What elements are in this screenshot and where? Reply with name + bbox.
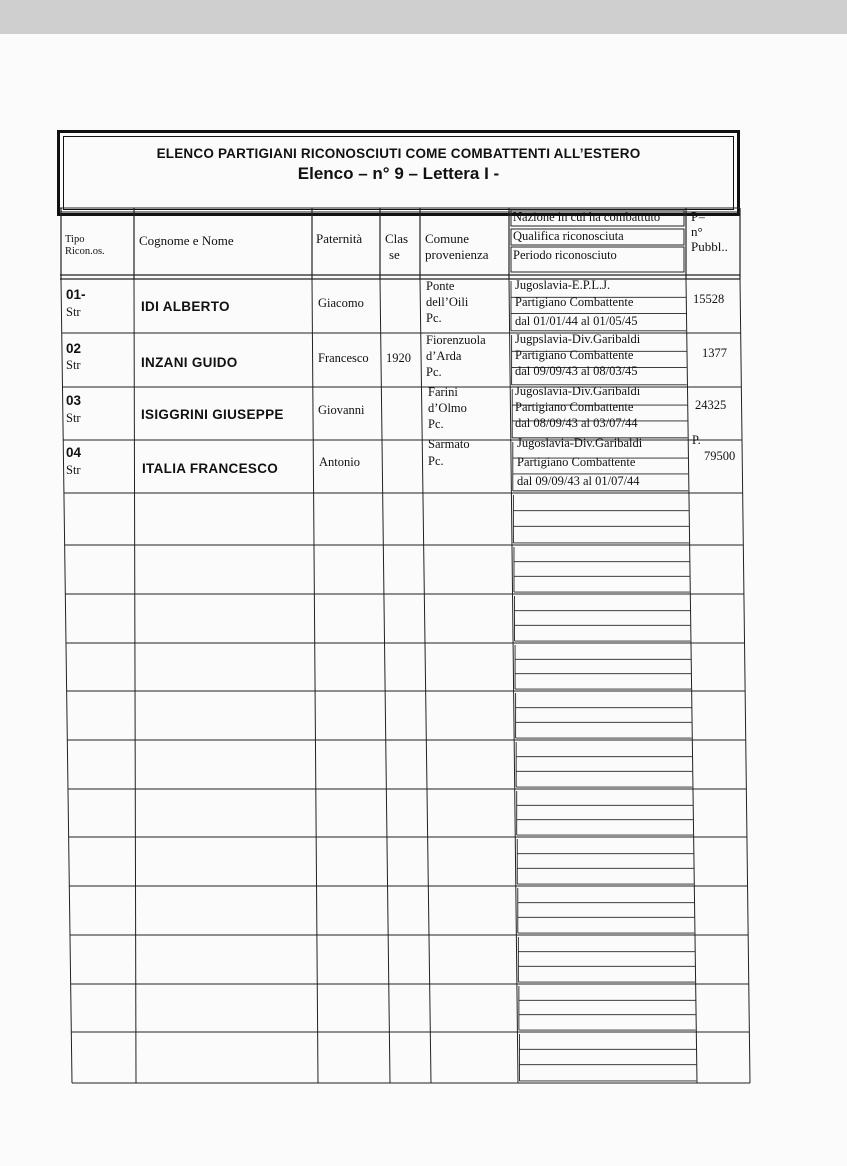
row-comune-line3: Pc. (428, 417, 444, 431)
row-comune-line1: Fiorenzuola (426, 333, 486, 347)
row-periodo: dal 09/09/43 al 08/03/45 (515, 364, 638, 378)
row-qualifica: Partigiano Combattente (515, 348, 634, 362)
row-tipo: Str (66, 411, 81, 425)
row-comune-line1: Farini (428, 385, 458, 399)
row-number: 04 (66, 445, 82, 460)
header-pubbl-line2: n° (691, 224, 703, 239)
row-nazione: Jugpslavia-Div.Garibaldi (515, 332, 641, 346)
header-pubbl-line3: Pubbl.. (691, 239, 728, 254)
header-classe-line1: Clas (385, 231, 409, 246)
row-comune-line1: Ponte (426, 279, 455, 293)
row-number: 03 (66, 393, 82, 408)
column-divider (134, 279, 136, 1083)
row-comune-line3: Pc. (426, 311, 442, 325)
header-classe-line2: se (389, 247, 400, 262)
row-name: ISIGGRINI GIUSEPPE (141, 407, 284, 422)
row-paternita: Giacomo (318, 296, 364, 310)
header-paternita: Paternità (316, 231, 363, 246)
header-tipo-line2: Ricon.os. (65, 246, 105, 257)
row-comune-line2: d’Arda (426, 349, 462, 363)
row-tipo: Str (66, 305, 81, 319)
header-comune-line2: provenienza (425, 247, 489, 262)
row-pubbl-line2: 79500 (704, 449, 736, 463)
row-name: INZANI GUIDO (141, 355, 238, 370)
row-paternita: Antonio (319, 455, 360, 469)
column-divider (312, 279, 318, 1083)
document-title: ELENCO PARTIGIANI RICONOSCIUTI COME COMBATTENTI ALL’ESTERO (156, 146, 641, 161)
header-nazione: Nazione in cui ha combattuto (513, 210, 661, 224)
row-pubbl: 1377 (702, 346, 727, 360)
row-name: ITALIA FRANCESCO (142, 461, 279, 476)
row-nazione: Jugoslavia-E.P.L.J. (515, 278, 611, 292)
header-qualifica: Qualifica riconosciuta (513, 229, 624, 243)
row-pubbl: 15528 (693, 292, 725, 306)
row-name: IDI ALBERTO (141, 299, 230, 314)
row-number: 01- (66, 287, 86, 302)
document-subtitle: Elenco – n° 9 – Lettera I - (297, 164, 500, 183)
row-comune-line3: Pc. (426, 365, 442, 379)
row-nazione: Jugoslavia-Div.Garibaldi (517, 436, 643, 450)
column-divider (740, 279, 750, 1083)
header-comune-line1: Comune (425, 231, 470, 246)
row-pubbl: 24325 (695, 398, 727, 412)
row-classe: 1920 (386, 351, 411, 365)
row-pubbl-line1: P. (692, 433, 701, 447)
header-tipo-line1: Tipo (65, 234, 85, 245)
row-comune-line2: d’Olmo (428, 401, 467, 415)
header-periodo: Periodo riconosciuto (513, 248, 617, 262)
row-periodo: dal 01/01/44 al 01/05/45 (515, 314, 638, 328)
row-qualifica: Partigiano Combattente (517, 455, 636, 469)
row-number: 02 (66, 341, 82, 356)
header-pubbl-line1: P= (691, 209, 706, 224)
row-comune-line2: Pc. (428, 454, 444, 468)
row-qualifica: Partigiano Combattente (515, 295, 634, 309)
row-tipo: Str (66, 358, 81, 372)
row-nazione: Jugoslavia-Div.Garibaldi (515, 384, 641, 398)
row-paternita: Giovanni (318, 403, 365, 417)
row-paternita: Francesco (318, 351, 369, 365)
row-qualifica: Partigiano Combattente (515, 400, 634, 414)
header-cognome: Cognome e Nome (139, 233, 234, 248)
row-comune-line2: dell’Oili (426, 295, 469, 309)
column-divider (380, 279, 390, 1083)
row-periodo: dal 09/09/43 al 01/07/44 (517, 474, 640, 488)
row-tipo: Str (66, 463, 81, 477)
row-comune-line1: Sarmato (428, 437, 470, 451)
row-periodo: dal 08/09/43 al 03/07/44 (515, 416, 638, 430)
